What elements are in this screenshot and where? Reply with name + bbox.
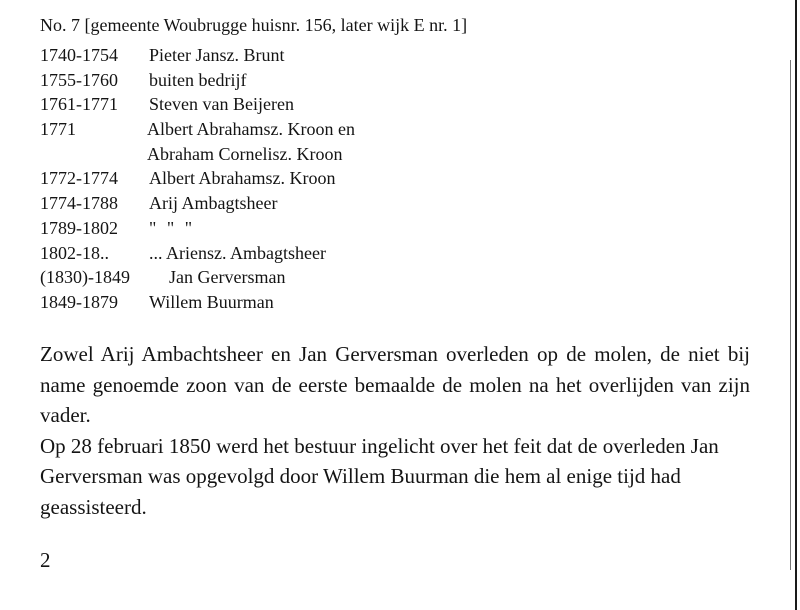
row-name: buiten bedrijf: [149, 69, 247, 90]
row-years: 1772-1774: [40, 168, 118, 189]
row-name: Steven van Beijeren: [149, 94, 294, 115]
row-years: 1802-18..: [40, 242, 109, 263]
table-row: [40, 241, 460, 266]
document-heading: No. 7 [gemeente Woubrugge huisnr. 156, later wijk E nr. 1]: [40, 15, 468, 35]
row-name: Abraham Cornelisz. Kroon: [147, 143, 343, 164]
row-years: 1755-1760: [40, 69, 118, 90]
row-name: Arij Ambagtsheer: [149, 193, 278, 214]
table-row: [40, 142, 460, 167]
row-years: 1789-1802: [40, 217, 118, 238]
row-name: ... Ariensz. Ambagtsheer: [149, 242, 326, 263]
table-row: [40, 117, 460, 142]
table-row: [40, 166, 460, 191]
row-years: (1830)-1849: [40, 267, 130, 288]
body-text: [40, 339, 750, 522]
table-row: [40, 43, 460, 68]
page-number: 2: [40, 548, 51, 572]
paragraph: Zowel Arij Ambachtsheer en Jan Gerversman overleden op de molen, de niet bij name genoemde zoon van de eerste bemaalde de molen na het overlijden van zijn vader.: [40, 342, 750, 427]
table-row: [40, 191, 460, 216]
table-row: [40, 290, 460, 315]
row-years: 1740-1754: [40, 45, 118, 65]
row-name: Jan Gerversman: [169, 267, 286, 288]
table-row: [40, 216, 460, 241]
scan-edge: [795, 0, 797, 610]
row-name: Pieter Jansz. Brunt: [149, 45, 285, 65]
row-name: Albert Abrahamsz. Kroon: [149, 168, 336, 189]
row-years: 1774-1788: [40, 193, 118, 214]
row-name: Willem Buurman: [149, 291, 274, 312]
row-years: 1849-1879: [40, 291, 118, 312]
table-row: [40, 265, 460, 290]
row-name: " " ": [149, 217, 193, 238]
miller-table: [40, 43, 460, 315]
row-name: Albert Abrahamsz. Kroon en: [147, 119, 355, 140]
scan-edge-shadow: [790, 60, 791, 570]
table-row: [40, 92, 460, 117]
paragraph: Op 28 februari 1850 werd het bestuur ingelicht over het feit dat de overleden Jan Gerversman was opgevolgd door Willem Buurman die hem al enige tijd had geassisteerd.: [40, 433, 719, 519]
row-years: 1761-1771: [40, 94, 118, 115]
row-years: 1771: [40, 119, 76, 140]
table-row: [40, 68, 460, 93]
